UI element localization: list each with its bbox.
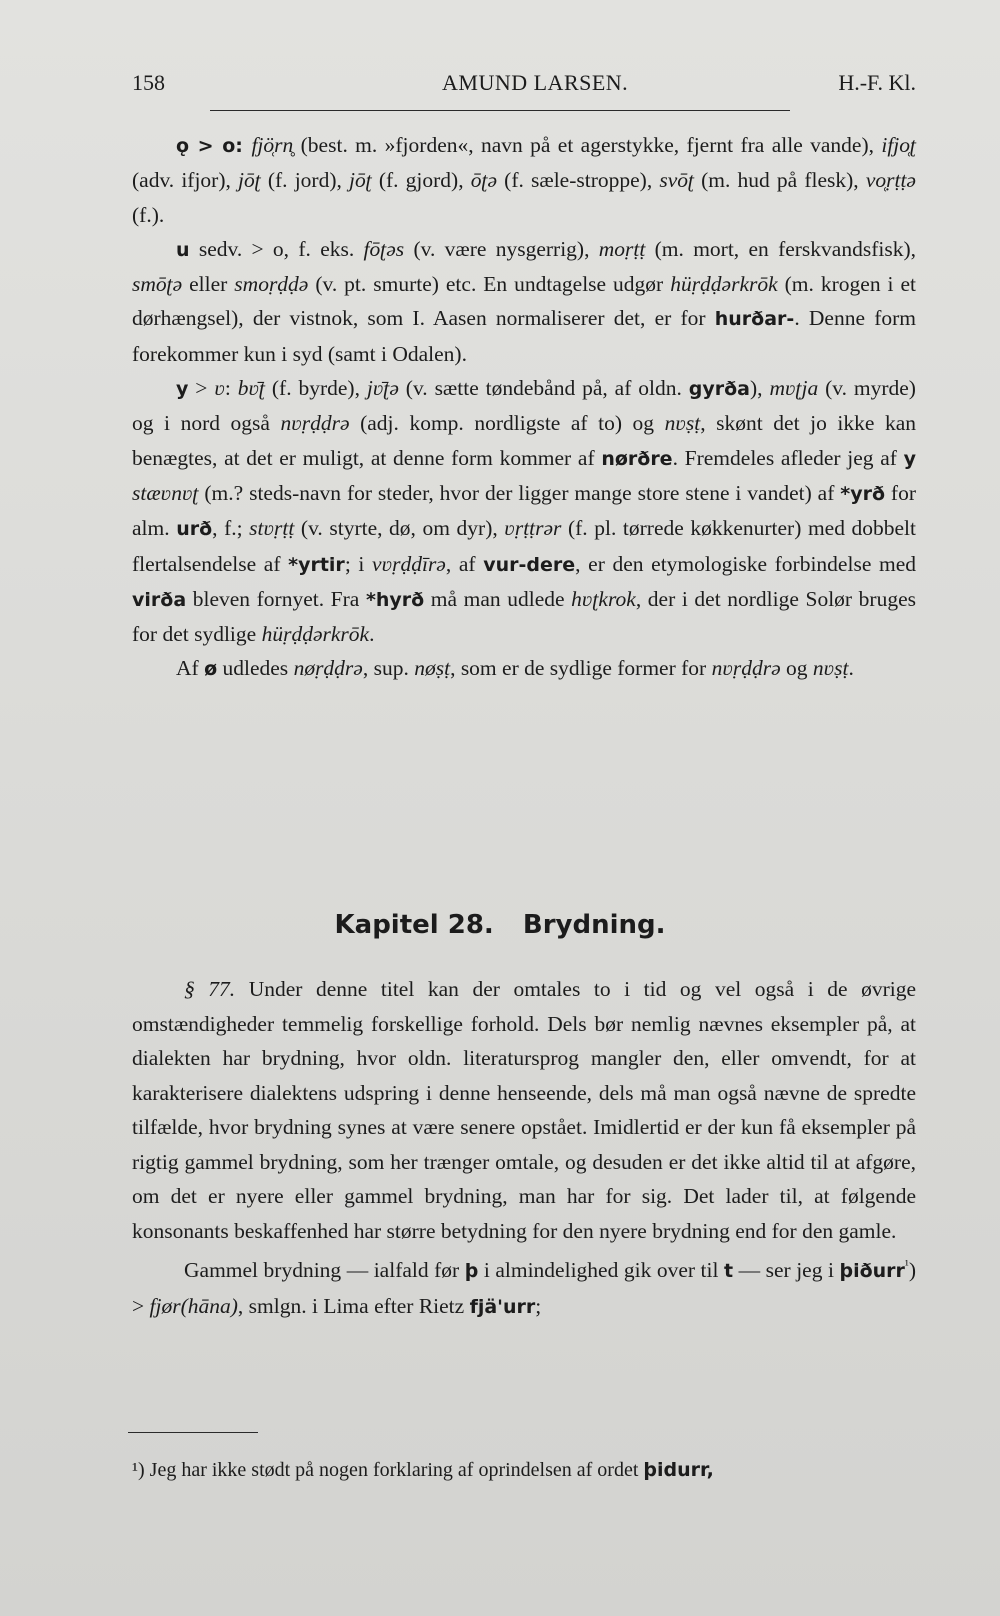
text-run: , smlgn. i Lima efter Rietz xyxy=(237,1293,470,1318)
bold-term: þ xyxy=(464,1260,479,1283)
footnote-marker: ¹) xyxy=(132,1459,145,1481)
footnote-text: Jeg har ikke stødt på nogen forklaring af oprindelsen af ordet xyxy=(149,1459,644,1481)
text-run: . xyxy=(369,622,375,647)
text-run: (m. mort, en ferskvandsfisk), xyxy=(645,236,916,261)
text-run: — ser jeg i xyxy=(733,1258,840,1283)
text-run: (m.? steds-navn for steder, hvor der ligger mange store stene i vandet) af xyxy=(198,480,841,505)
italic-term: nøṛḍḍrə xyxy=(293,656,363,681)
body-text xyxy=(132,128,916,687)
italic-term: nøṣṭ xyxy=(414,656,451,681)
bold-term: vur-dere xyxy=(483,553,576,576)
bold-term: fjä'urr xyxy=(469,1295,536,1318)
text-run: . xyxy=(848,656,854,681)
italic-term: ʋ xyxy=(214,376,225,401)
italic-term: mʋʈja xyxy=(769,376,819,401)
text-run: (m. hud på flesk), xyxy=(693,168,866,193)
footnote-ref: ¹ xyxy=(904,1257,909,1272)
text-run: for alm. xyxy=(132,480,916,541)
italic-term: nʋṣṭ xyxy=(812,656,849,681)
text-run: , der i det nordlige Solør bruges for det sydlige xyxy=(132,586,916,647)
footnote-rule xyxy=(128,1432,258,1433)
bold-term: hurðar- xyxy=(714,308,795,331)
italic-term: hüṛḍḍərkrōk xyxy=(670,272,778,297)
italic-term: stæʋnʋʈ xyxy=(132,480,199,505)
text-run: (adv. ifjor), xyxy=(132,168,239,193)
text-run: . Denne form forekommer kun i syd (samt i Odalen). xyxy=(132,306,916,366)
italic-term: vʋṛḍḍīrə xyxy=(372,551,446,576)
chapter-heading xyxy=(0,910,1000,940)
bold-term: y xyxy=(903,447,917,470)
bold-term: *yrtir xyxy=(288,553,345,576)
text-run: eller xyxy=(182,272,235,297)
paragraph xyxy=(132,651,916,686)
text-run: (v. være nysgerrig), xyxy=(404,236,599,261)
bold-term: virða xyxy=(132,588,187,611)
text-run: må man udlede xyxy=(424,586,572,611)
text-run: ; xyxy=(535,1293,542,1318)
text-run: ; i xyxy=(344,551,373,576)
bold-term: ǫ > o: xyxy=(176,135,252,157)
text-run: (best. m. »fjorden«, navn på et agerstykke, fjernt fra alle vande), xyxy=(293,133,882,157)
chapter-number: Kapitel 28. xyxy=(334,910,494,940)
text-run: (v. myrde) og i nord også xyxy=(132,376,916,436)
italic-term: § 77. xyxy=(184,977,236,1001)
footnote xyxy=(132,1455,916,1485)
italic-term: ʋṛṭṭrər xyxy=(504,516,562,541)
text-run: , f.; xyxy=(212,516,250,541)
italic-term: vo̜ṛṭṭə xyxy=(865,168,916,193)
text-run: bleven fornyet. Fra xyxy=(186,586,366,611)
bold-term: nørðre xyxy=(601,447,673,470)
text-run: , skønt det jo ikke kan benægtes, at det er muligt, at denne form kommer af xyxy=(132,411,916,470)
text-run: (f. pl. tørrede køkkenurter) med dobbelt flertalsendelse af xyxy=(132,516,917,576)
text-run: , af xyxy=(445,551,484,576)
bold-term: gyrða xyxy=(688,378,750,401)
italic-term: stʋṛṭṭ xyxy=(249,516,295,541)
text-run: sedv. > o, f. eks. xyxy=(189,236,364,261)
text-run: (v. pt. smurte) etc. En undtagelse udgør xyxy=(308,272,671,297)
section-label: H.-F. Kl. xyxy=(838,70,916,95)
bold-term: y xyxy=(176,378,189,401)
text-run: (f. byrde), xyxy=(264,376,367,401)
bold-term: þiðurr xyxy=(839,1260,905,1283)
italic-term: nʋṛḍḍrə xyxy=(711,656,781,681)
header-rule xyxy=(210,110,790,111)
text-run: (f. gjord), xyxy=(371,168,471,193)
italic-term: moṛṭṭ xyxy=(598,236,646,261)
italic-term: bʋ̄ʈ xyxy=(237,376,265,401)
bold-term: *yrð xyxy=(840,482,886,505)
paragraph xyxy=(132,1248,916,1324)
text-run: Gammel brydning — ialfald før xyxy=(184,1258,465,1283)
page-header xyxy=(132,70,916,106)
bold-term: urð xyxy=(176,518,213,541)
text-run: > xyxy=(188,376,215,401)
italic-term: fōʈəs xyxy=(363,236,405,261)
text-run: , er den etymologiske forbindelse med xyxy=(575,551,917,576)
italic-term: fjør(hāna) xyxy=(149,1293,238,1318)
paragraph xyxy=(132,371,916,651)
text-run: (f. jord), xyxy=(260,168,349,193)
italic-term: jʋ̄ʈə xyxy=(366,376,399,401)
text-run: , sup. xyxy=(362,656,415,681)
text-run: Af xyxy=(176,656,205,681)
italic-term: svōʈ xyxy=(659,168,694,193)
text-run: (v. sætte tøndebånd på, af oldn. xyxy=(398,376,689,401)
bold-term: ø xyxy=(204,658,218,681)
italic-term: hʋʈkrok xyxy=(571,586,636,611)
text-run: (f.). xyxy=(132,202,165,227)
text-run: (v. styrte, dø, om dyr), xyxy=(294,516,505,541)
text-run: udledes xyxy=(217,656,294,681)
text-run: (adj. komp. nordligste af to) og xyxy=(349,411,665,436)
text-run: , som er de sydlige former for xyxy=(450,656,712,681)
bold-term: u xyxy=(176,238,190,261)
text-run: (f. sæle-stroppe), xyxy=(497,168,660,193)
italic-term: smōʈə xyxy=(132,272,183,297)
italic-term: smoṛḍḍə xyxy=(234,272,309,297)
chapter-text xyxy=(132,972,916,1324)
text-run: ) > xyxy=(132,1258,916,1318)
text-run: ), xyxy=(750,376,770,401)
italic-term: nʋṛḍḍrə xyxy=(280,411,350,436)
page-number: 158 xyxy=(132,70,165,95)
paragraph xyxy=(132,232,916,371)
text-run: (m. krogen i et dørhængsel), der vistnok, som I. Aasen normaliserer det, er for xyxy=(132,272,916,331)
text-run: Under denne titel kan der omtales to i tid og vel også i de øvrige omstændigheder temmelig forskellige forhold. Dels bør nemlig nævnes eksempler på, at dialekten har brydning, hvor oldn. literatursprog mangler den, eller omvendt, for at karakterisere dialektens udspring i denne henseende, dels må man også nævne de spredte tilfælde, hvor brydning synes at være senere opstået. Imidlertid er der kun få eksempler på rigtig gammel brydning, som her trænger omtale, og desuden er det ikke altid til at afgøre, om det er nyere eller gammel brydning, man har for sig. Det lader til, at følgende konsonants beskaffenhed har større betydning for den nyere brydning end for den gamle. xyxy=(132,977,916,1243)
italic-term: fjö̜rn̥ xyxy=(251,133,294,157)
footnote-term: þidurr, xyxy=(643,1459,714,1481)
text-run: : xyxy=(224,376,238,401)
bold-term: t xyxy=(724,1260,734,1283)
text-run: . Fremdeles afleder jeg af xyxy=(672,445,904,470)
italic-term: ifjo̜ʈ xyxy=(881,133,917,157)
text-run: i almindelighed gik over til xyxy=(478,1258,724,1283)
italic-term: jōʈ xyxy=(238,168,261,193)
italic-term: hüṛḍḍərkrōk xyxy=(261,622,370,647)
italic-term: jōʈ xyxy=(349,168,372,193)
running-title: AMUND LARSEN. xyxy=(442,70,629,95)
text-run: og xyxy=(780,656,813,681)
paragraph xyxy=(132,128,916,232)
italic-term: ōʈə xyxy=(470,168,498,193)
chapter-title: Brydning. xyxy=(522,910,666,940)
paragraph xyxy=(132,972,916,1248)
bold-term: *hyrð xyxy=(365,588,425,611)
italic-term: nʋṣṭ xyxy=(664,411,701,436)
